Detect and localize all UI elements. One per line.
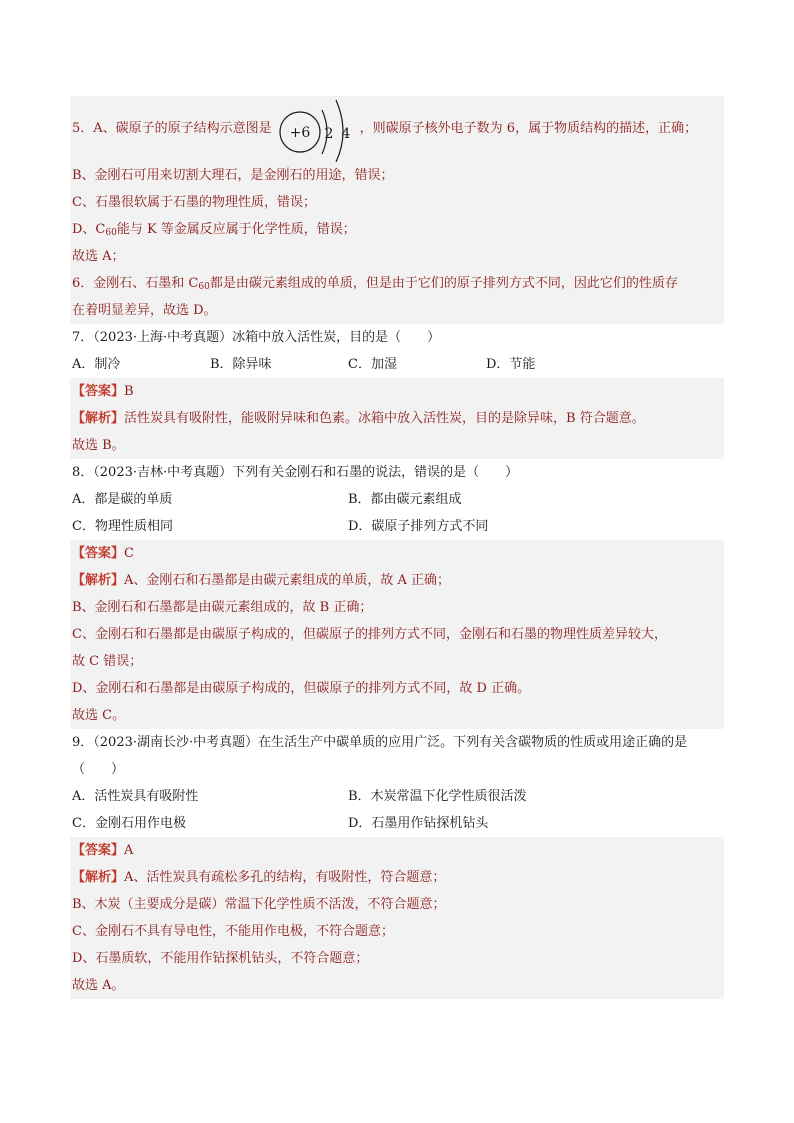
- q9-stem-1: 9．（2023·湖南长沙·中考真题）在生活生产中碳单质的应用广泛。下列有关含碳物质的性质或用途正确的是: [72, 735, 688, 750]
- q9-option-a: A．活性炭具有吸附性: [72, 789, 199, 804]
- q5-line-b: B、金刚石可用来切割大理石，是金刚石的用途，错误；: [70, 162, 724, 189]
- q9-options-row1: [70, 783, 724, 810]
- document-page: [70, 96, 724, 999]
- q7-option-a: A．制冷: [72, 357, 121, 372]
- q9-analysis-a: 【解析】A、活性炭具有疏松多孔的结构，有吸附性，符合题意；: [70, 864, 724, 891]
- q5-text-before: 5．A、碳原子的原子结构示意图是: [72, 121, 272, 136]
- q9-answer: 【答案】A: [70, 837, 724, 864]
- q7-answer: 【答案】B: [70, 378, 724, 405]
- q5-line-d: D、$C_{60}$能与 K 等金属反应属于化学性质，错误；: [70, 216, 724, 243]
- q9-options-row2: [70, 810, 724, 837]
- q9-option-b: B．木炭常温下化学性质很活泼: [348, 789, 527, 804]
- atom-shell2-label: 4: [341, 126, 351, 142]
- q9-stem-2: （ ）: [72, 762, 125, 777]
- q8-analysis-b: B、金刚石和石墨都是由碳元素组成的，故 B 正确；: [70, 594, 724, 621]
- q6-line-1: 6．金刚石、石墨和 $C_{60}$都是由碳元素组成的单质，但是由于它们的原子排列方式不同，因此它们的性质存: [70, 270, 724, 297]
- q8-analysis-c2: 故 C 错误；: [70, 648, 724, 675]
- q5-text-after: ，则碳原子核外电子数为 6，属于物质结构的描述，正确；: [359, 121, 698, 136]
- q5-conclusion: 故选 A；: [70, 243, 724, 270]
- q8-stem: 8．（2023·吉林·中考真题）下列有关金刚石和石墨的说法，错误的是（ ）: [72, 465, 519, 480]
- q9-option-c: C．金刚石用作电极: [72, 816, 186, 831]
- q8-analysis-c1: C、金刚石和石墨都是由碳原子构成的，但碳原子的排列方式不同，金刚石和石墨的物理性质差异较大，: [70, 621, 724, 648]
- atom-nucleus-label: +6: [289, 125, 310, 141]
- q8-option-b: B．都由碳元素组成: [348, 492, 462, 507]
- q8-options-row1: [70, 486, 724, 513]
- q9-analysis-d: D、石墨质软，不能用作钻探机钻头，不符合题意；: [70, 945, 724, 972]
- q8-option-c: C．物理性质相同: [72, 519, 173, 534]
- q7-option-b: B．除异味: [210, 357, 272, 372]
- q5-line-c: C、石墨很软属于石墨的物理性质，错误；: [70, 189, 724, 216]
- q8-option-a: A．都是碳的单质: [72, 492, 173, 507]
- q7-analysis: 【解析】活性炭具有吸附性，能吸附异味和色素。冰箱中放入活性炭，目的是除异味，B 符合题意。: [70, 405, 724, 432]
- q5-line-a: [70, 96, 724, 162]
- q8-options-row2: [70, 513, 724, 540]
- q8-conclusion: 故选 C。: [70, 702, 724, 729]
- q9-option-d: D．石墨用作钻探机钻头: [348, 816, 489, 831]
- q7-stem: 7．（2023·上海·中考真题）冰箱中放入活性炭，目的是（ ）: [72, 330, 441, 345]
- q8-analysis-a: 【解析】A、金刚石和石墨都是由碳元素组成的单质，故 A 正确；: [70, 567, 724, 594]
- carbon-atom-diagram: [274, 96, 358, 162]
- q9-analysis-c: C、金刚石不具有导电性，不能用作电极，不符合题意；: [70, 918, 724, 945]
- q7-option-d: D．节能: [486, 357, 536, 372]
- q9-analysis-b: B、木炭（主要成分是碳）常温下化学性质不活泼，不符合题意；: [70, 891, 724, 918]
- q7-conclusion: 故选 B。: [70, 432, 724, 459]
- atom-shell1-label: 2: [324, 126, 334, 142]
- q8-analysis-d: D、金刚石和石墨都是由碳原子构成的，但碳原子的排列方式不同，故 D 正确。: [70, 675, 724, 702]
- q7-option-c: C．加湿: [348, 357, 397, 372]
- q9-conclusion: 故选 A。: [70, 972, 724, 999]
- q8-option-d: D．碳原子排列方式不同: [348, 519, 489, 534]
- q7-options: [70, 351, 724, 378]
- q8-answer: 【答案】C: [70, 540, 724, 567]
- q6-line-2: 在着明显差异，故选 D。: [70, 297, 724, 324]
